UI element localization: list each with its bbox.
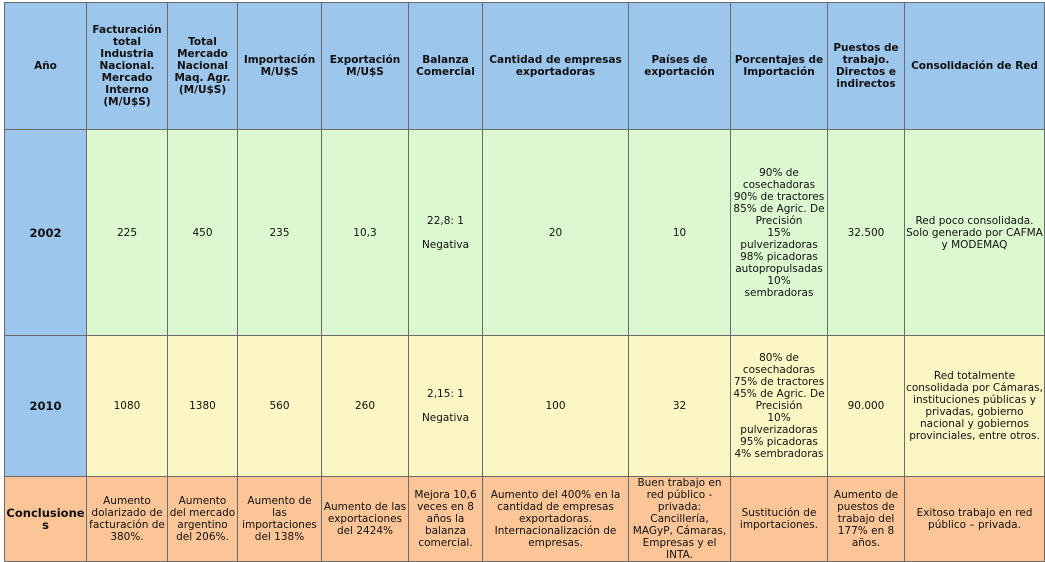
conclusions-row	[5, 477, 1045, 562]
mercado-cell: Aumento del mercado argentino del 206%.	[168, 477, 238, 562]
exportacion-cell: 10,3	[322, 130, 409, 336]
header-red: Consolidación de Red	[905, 3, 1045, 130]
header-exportacion: Exportación M/U$S	[322, 3, 409, 130]
empresas-cell: Aumento del 400% en la cantidad de empresas exportadoras. Internacionalización de empresas.	[483, 477, 629, 562]
balanza-cell: Mejora 10,6 veces en 8 años la balanza comercial.	[409, 477, 483, 562]
balanza-cell: 2,15: 1 Negativa	[409, 336, 483, 477]
header-mercado: Total Mercado Nacional Maq. Agr. (M/U$S)	[168, 3, 238, 130]
facturacion-cell: 225	[87, 130, 168, 336]
importacion-cell: Aumento de las importaciones del 138%	[238, 477, 322, 562]
header-year: Año	[5, 3, 87, 130]
facturacion-cell: 1080	[87, 336, 168, 477]
header-empresas: Cantidad de empresas exportadoras	[483, 3, 629, 130]
puestos-cell: Aumento de puestos de trabajo del 177% en 8 años.	[828, 477, 905, 562]
empresas-cell: 20	[483, 130, 629, 336]
porcentajes-cell: Sustitución de importaciones.	[731, 477, 828, 562]
mercado-cell: 450	[168, 130, 238, 336]
header-facturacion: Facturación total Industria Nacional. Mercado Interno (M/U$S)	[87, 3, 168, 130]
header-paises: Países de exportación	[629, 3, 731, 130]
table-row-2002	[5, 130, 1045, 336]
empresas-cell: 100	[483, 336, 629, 477]
table-row-2010	[5, 336, 1045, 477]
paises-cell: 10	[629, 130, 731, 336]
red-cell: Exitoso trabajo en red público – privada.	[905, 477, 1045, 562]
puestos-cell: 32.500	[828, 130, 905, 336]
header-balanza: Balanza Comercial	[409, 3, 483, 130]
paises-cell: Buen trabajo en red público - privada: Cancillería, MAGyP, Cámaras, Empresas y el INTA.	[629, 477, 731, 562]
paises-cell: 32	[629, 336, 731, 477]
exportacion-cell: 260	[322, 336, 409, 477]
exportacion-cell: Aumento de las exportaciones del 2424%	[322, 477, 409, 562]
header-puestos: Puestos de trabajo. Directos e indirectos	[828, 3, 905, 130]
importacion-cell: 560	[238, 336, 322, 477]
year-cell: 2002	[5, 130, 87, 336]
conclusions-label: Conclusiones	[5, 477, 87, 562]
porcentajes-cell: 90% de cosechadoras 90% de tractores 85% de Agric. De Precisión 15% pulverizadoras 98% picadoras autopropulsadas 10% sembradoras	[731, 130, 828, 336]
header-importacion: Importación M/U$S	[238, 3, 322, 130]
header-porcentajes: Porcentajes de Importación	[731, 3, 828, 130]
year-cell: 2010	[5, 336, 87, 477]
red-cell: Red totalmente consolidada por Cámaras, instituciones públicas y privadas, gobierno nacional y gobiernos provinciales, entre otros.	[905, 336, 1045, 477]
balanza-cell: 22,8: 1 Negativa	[409, 130, 483, 336]
data-table	[4, 2, 1045, 562]
porcentajes-cell: 80% de cosechadoras 75% de tractores 45% de Agric. De Precisión 10% pulverizadoras 95% picadoras 4% sembradoras	[731, 336, 828, 477]
puestos-cell: 90.000	[828, 336, 905, 477]
red-cell: Red poco consolidada. Solo generado por CAFMA y MODEMAQ	[905, 130, 1045, 336]
mercado-cell: 1380	[168, 336, 238, 477]
importacion-cell: 235	[238, 130, 322, 336]
header-row	[5, 3, 1045, 130]
facturacion-cell: Aumento dolarizado de facturación de 380%.	[87, 477, 168, 562]
